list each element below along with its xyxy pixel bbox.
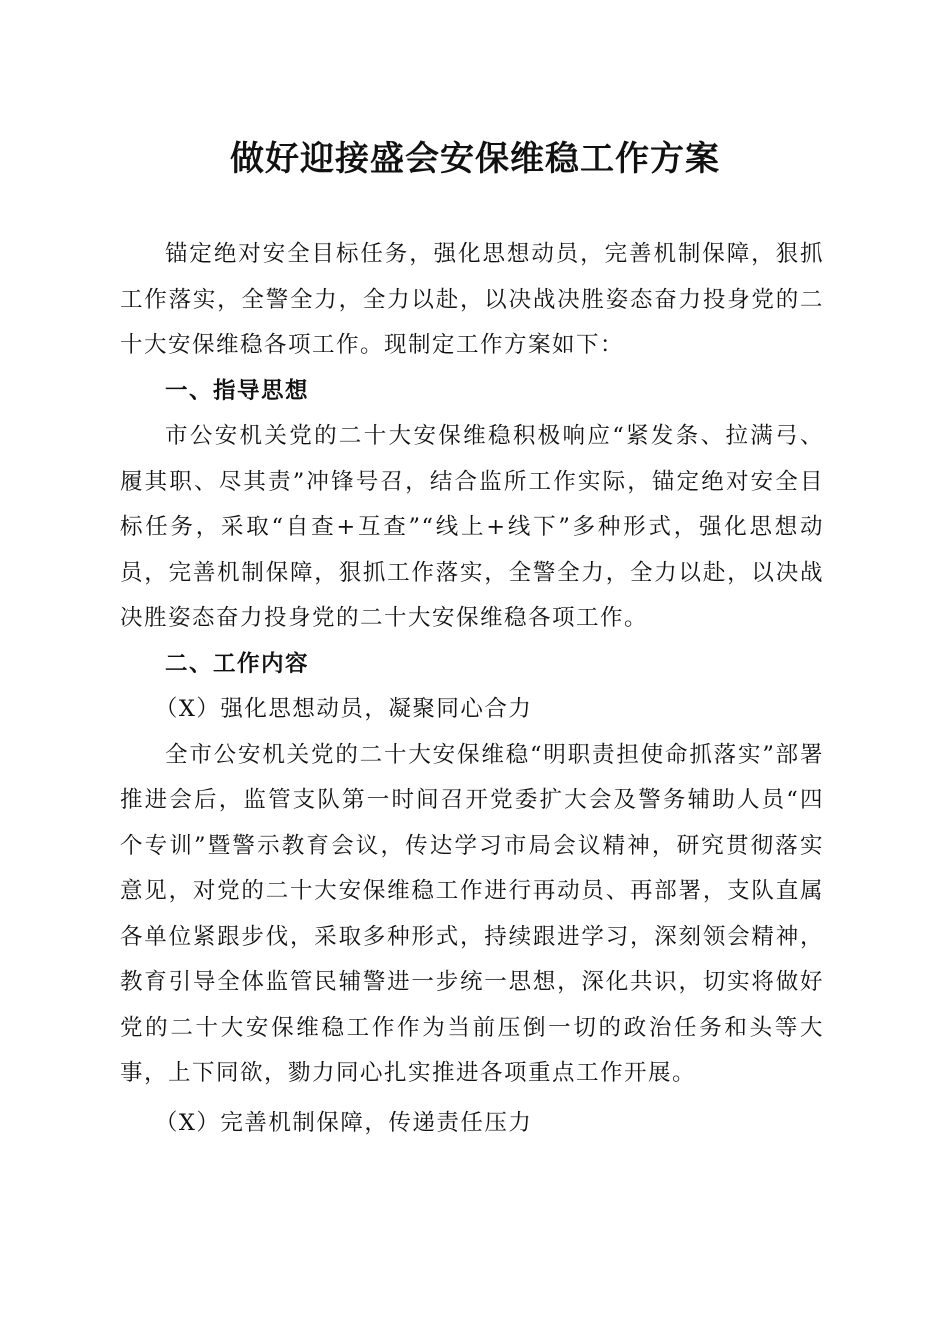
guiding-ideology-paragraph: 市公安机关党的二十大安保维稳积极响应“紧发条、拉满弓、履其职、尽其责”冲锋号召，结合监所工作实际，锚定绝对安全目标任务，采取“自查+互查”“线上+线下”多种形式，强化思想动员，完善机制保障，狠抓工作落实，全警全力，全力以赴，以决战决胜姿态奋力投身党的二十大安保维稳各项工作。 (120, 423, 824, 631)
subsection-heading-mechanism-guarantee: （X）完善机制保障，传递责任压力 (154, 1109, 533, 1136)
ideological-mobilization-paragraph: 全市公安机关党的二十大安保维稳“明职责担使命抓落实”部署推进会后，监管支队第一时间召开党委扩大会及警务辅助人员“四个专训”暨警示教育会议，传达学习市局会议精神，研究贯彻落实意见，对党的二十大安保维稳工作进行再动员、再部署，支队直属各单位紧跟步伐，采取多种形式，持续跟进学习，深刻领会精神，教育引导全体监管民辅警进一步统一思想，深化共识，切实将做好党的二十大安保维稳工作作为当前压倒一切的政治任务和头等大事，上下同欲，勠力同心扎实推进各项重点工作开展。 (120, 741, 824, 1086)
section-heading-guiding-ideology: 一、指导思想 (165, 377, 310, 404)
section-heading-work-content: 二、工作内容 (165, 650, 310, 677)
intro-paragraph: 锚定绝对安全目标任务，强化思想动员，完善机制保障，狠抓工作落实，全警全力，全力以赴，以决战决胜姿态奋力投身党的二十大安保维稳各项工作。现制定工作方案如下： (120, 241, 824, 358)
document-title: 做好迎接盛会安保维稳工作方案 (230, 139, 720, 179)
document-body (120, 232, 824, 1146)
subsection-heading-ideological-mobilization: （X）强化思想动员，凝聚同心合力 (154, 696, 533, 722)
